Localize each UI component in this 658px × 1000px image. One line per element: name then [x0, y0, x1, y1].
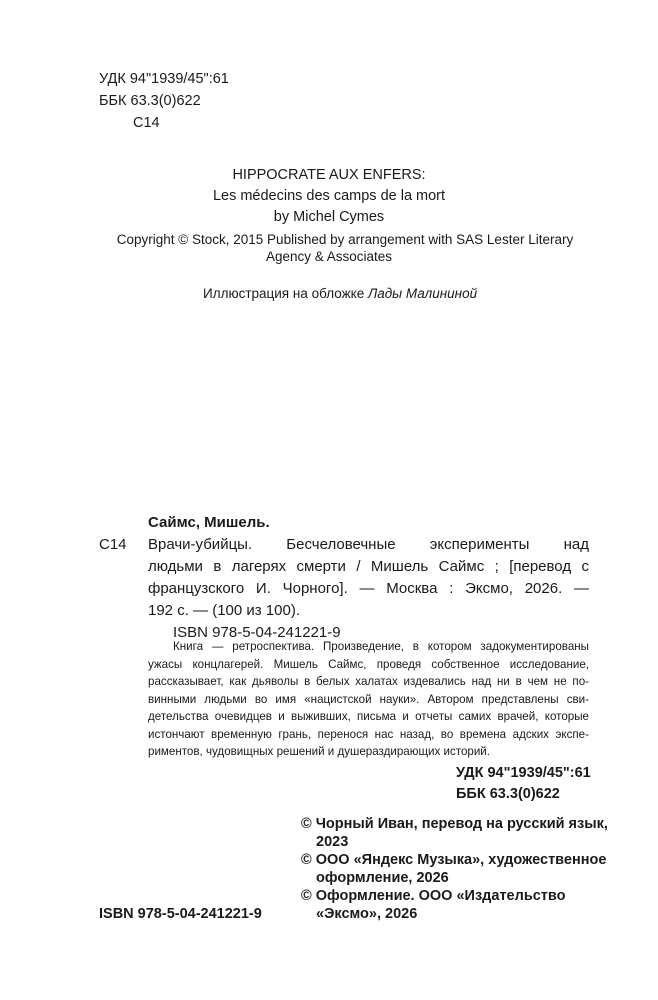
bbk-top: ББК 63.3(0)622	[99, 93, 201, 109]
copyright-original-line-1: Copyright © Stock, 2015 Published by arrangement with SAS Lester Literary	[116, 232, 574, 247]
original-author: by Michel Cymes	[273, 209, 385, 225]
catalog-description-line: людьми в лагерях смерти / Мишель Саймс ; [перевод с	[148, 558, 589, 575]
catalog-bbk: ББК 63.3(0)622	[456, 786, 560, 802]
annotation-line: детельства очевидцев и выживших, письма и отчеты самих врачей, которые	[148, 710, 589, 723]
illustration-credit	[203, 285, 477, 303]
copyright-line: «Эксмо», 2026	[316, 906, 418, 922]
original-title: HIPPOCRATE AUX ENFERS:	[232, 167, 426, 183]
catalog-mark: С14	[99, 536, 127, 553]
annotation-line: истончают временную грань, перенося нас назад, во времена адских экспе-	[148, 727, 589, 741]
copyright-original-line-2: Agency & Associates	[265, 249, 393, 264]
annotation-line: ужасы концлагерей. Мишель Саймс, проведя собственное исследование,	[148, 657, 589, 671]
annotation-line: рассказывает, как дьяволы в белых халатах издевались над ни в чем не по-	[148, 675, 589, 688]
illustration-artist: Лады Малининой	[367, 286, 478, 301]
catalog-author-heading: Саймс, Мишель.	[148, 514, 270, 531]
copyright-line: оформление, 2026	[316, 870, 449, 886]
catalog-isbn: ISBN 978-5-04-241221-9	[173, 624, 341, 641]
author-mark-top: С14	[133, 115, 160, 131]
annotation-line: винными людьми во имя «нацистской науки». Автором представлены сви-	[148, 692, 589, 706]
bottom-isbn: ISBN 978-5-04-241221-9	[99, 906, 262, 922]
original-subtitle: Les médecins des camps de la mort	[212, 188, 446, 204]
copyright-line: © Оформление. ООО «Издательство	[301, 888, 566, 904]
catalog-description-line: Врачи-убийцы. Бесчеловечные эксперименты над	[148, 536, 589, 553]
catalog-description-line: французского И. Чорного]. — Москва : Эксмо, 2026. —	[148, 580, 589, 597]
catalog-description-line: 192 с. — (100 из 100).	[148, 602, 300, 619]
copyright-line: 2023	[316, 834, 349, 850]
catalog-udk: УДК 94"1939/45":61	[456, 765, 591, 781]
annotation-line: Книга — ретроспектива. Произведение, в котором задокументированы	[173, 640, 589, 653]
annotation-line: риментов, чудовищных решений и душераздирающих историй.	[148, 745, 491, 758]
illustration-prefix: Иллюстрация на обложке	[203, 286, 368, 301]
udk-top: УДК 94"1939/45":61	[99, 71, 229, 87]
copyright-line: © ООО «Яндекс Музыка», художественное	[301, 852, 607, 868]
copyright-line: © Чорный Иван, перевод на русский язык,	[301, 816, 608, 832]
